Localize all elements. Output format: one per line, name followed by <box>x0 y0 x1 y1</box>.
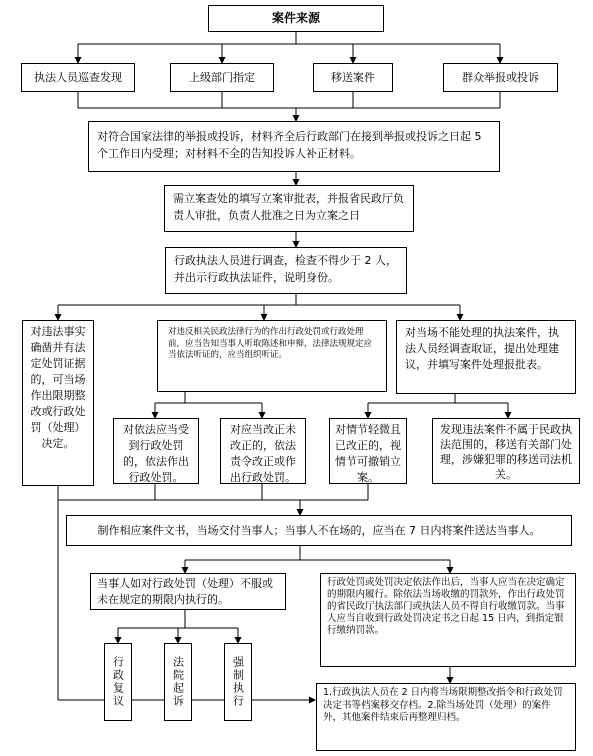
hearing-notice-box: 对违反相关民政法律行为的作出行政处罚或行政处理前，应当告知当事人听取陈述和申辩，法律法规规定应当依法听证的，应当组织听证。 <box>157 320 387 392</box>
remedy-reconsideration-box: 行政复议 <box>104 643 132 721</box>
filing-box: 需立案查处的填写立案审批表，并报省民政厅负责人审批，负责人批准之日为立案之日 <box>164 185 414 232</box>
archiving-box: 1.行政执法人员在 2 日内将当场限期整改指令和行政处罚决定书等档案移交存档。2.除当场处罚（处理）的案件外，其他案件结束后再整理归档。 <box>316 683 576 751</box>
remedy-enforcement-box: 强制执行 <box>224 643 252 721</box>
acceptance-box: 对符合国家法律的举报或投诉，材料齐全后行政部门在接到举报或投诉之日起 5 个工作日内受理；对材料不全的告知投诉人补正材料。 <box>88 121 500 172</box>
source-patrol-box: 执法人员巡查发现 <box>21 63 135 92</box>
remedy-lawsuit-box: 法院起诉 <box>164 643 192 721</box>
on-the-spot-decision-box: 对违法事实确凿并有法定处罚证据的，可当场作出限期整改或行政处罚（处理）决定。 <box>22 320 94 486</box>
document-delivery-box: 制作相应案件文书，当场交付当事人；当事人不在场的，应当在 7 日内将案件送达当事人。 <box>66 515 572 546</box>
penalty-enforcement-box: 行政处罚或处罚决定依法作出后，当事人应当在决定确定的期限内履行。除依法当场收缴的罚款外，作出行政处罚的省民政厅执法部门或执法人员不得自行收缴罚款。当事人应当自收到行政处罚决定书之日起 15 日内，到指定银行缴纳罚款。 <box>320 573 576 667</box>
source-transfer-box: 移送案件 <box>313 63 393 92</box>
case-report-box: 对当场不能处理的执法案件，执法人员经调查取证，提出处理建议，并填写案件处理报批表。 <box>396 320 576 394</box>
source-superior-box: 上级部门指定 <box>170 63 274 92</box>
investigation-box: 行政执法人员进行调查，检查不得少于 2 人，并出示行政执法证件，说明身份。 <box>165 247 407 294</box>
outcome-correction-box: 对应当改正未改正的，依法责令改正或作出行政处罚。 <box>220 418 306 484</box>
outcome-transfer-box: 发现违法案件不属于民政执法范围的，移送有关部门处理，涉嫌犯罪的移送司法机关。 <box>432 418 580 484</box>
dispute-box: 当事人如对行政处罚（处理）不服或未在规定的期限内执行的。 <box>90 573 286 610</box>
case-source-box: 案件来源 <box>208 5 384 32</box>
source-complaint-box: 群众举报或投诉 <box>443 63 558 92</box>
outcome-revoke-box: 对情节轻微且已改正的，视情节可撤销立案。 <box>329 418 407 484</box>
outcome-penalty-box: 对依法应当受到行政处罚的，依法作出行政处罚。 <box>113 418 199 484</box>
